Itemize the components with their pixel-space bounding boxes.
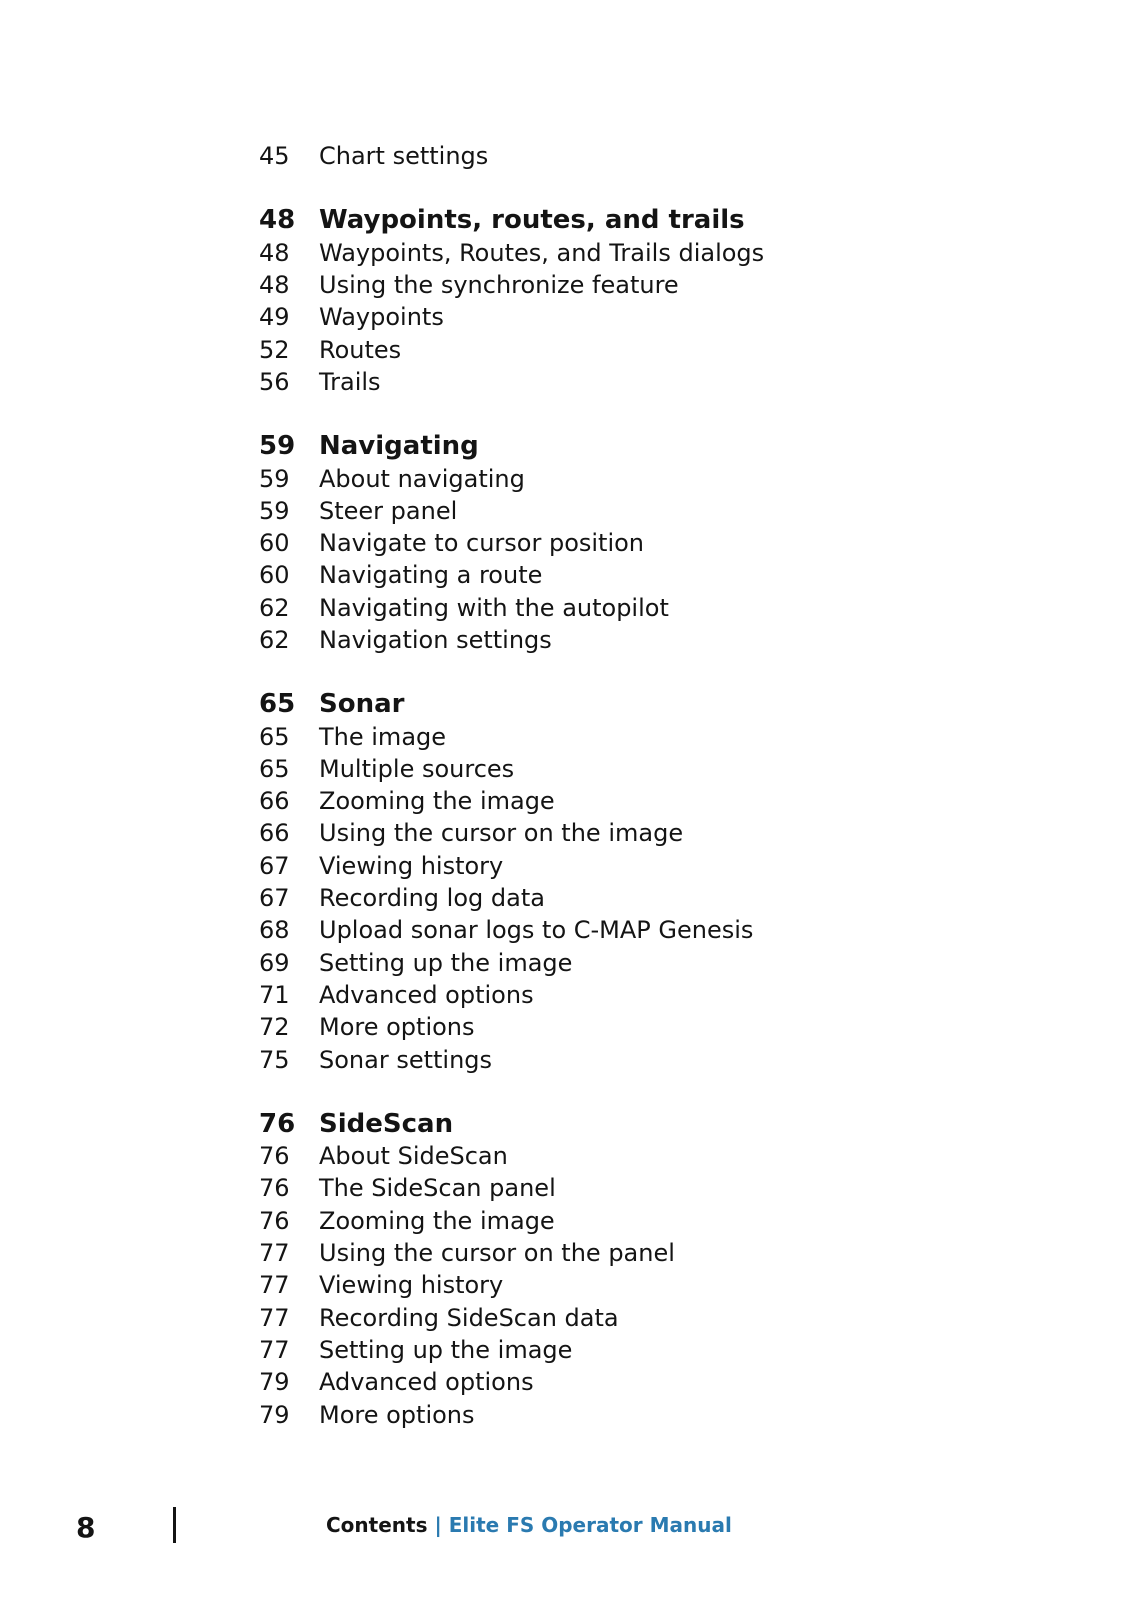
toc-entry[interactable]	[259, 1043, 959, 1075]
toc-entry[interactable]	[259, 1366, 959, 1398]
toc-page-number: 67	[259, 884, 290, 913]
toc-entry-title: SideScan	[319, 1108, 454, 1139]
toc-entry-title: Setting up the image	[319, 948, 573, 977]
toc-entry-title: Zooming the image	[319, 787, 555, 816]
toc-page-number: 45	[259, 142, 290, 171]
toc-entry-title: Navigating a route	[319, 561, 543, 590]
toc-entry[interactable]	[259, 1269, 959, 1301]
toc-page-number: 48	[259, 205, 296, 236]
toc-page-number: 56	[259, 367, 290, 396]
toc-section-heading[interactable]	[259, 688, 959, 720]
toc-page-number: 59	[259, 464, 290, 493]
toc-entry[interactable]	[259, 495, 959, 527]
toc-page-number: 79	[259, 1368, 290, 1397]
toc-section-heading[interactable]	[259, 430, 959, 462]
toc-page-number: 67	[259, 851, 290, 880]
toc-page-number: 49	[259, 303, 290, 332]
toc-entry[interactable]	[259, 914, 959, 946]
toc-entry-title: Navigating with the autopilot	[319, 593, 669, 622]
toc-entry[interactable]	[259, 753, 959, 785]
toc-page-number: 60	[259, 529, 290, 558]
toc-entry[interactable]	[259, 1334, 959, 1366]
toc-entry[interactable]	[259, 140, 959, 172]
toc-page-number: 76	[259, 1108, 296, 1139]
toc-entry-title: Steer panel	[319, 496, 458, 525]
toc-entry-title: Setting up the image	[319, 1335, 573, 1364]
table-of-contents	[259, 140, 959, 1431]
toc-entry-title: The image	[319, 722, 447, 751]
toc-page-number: 71	[259, 980, 290, 1009]
toc-entry[interactable]	[259, 366, 959, 398]
toc-entry[interactable]	[259, 462, 959, 494]
toc-entry-title: Viewing history	[319, 1271, 504, 1300]
toc-entry[interactable]	[259, 1011, 959, 1043]
toc-section-heading[interactable]	[259, 1108, 959, 1140]
toc-entry[interactable]	[259, 1398, 959, 1430]
toc-page-number: 66	[259, 819, 290, 848]
toc-page-number: 65	[259, 754, 290, 783]
toc-entry[interactable]	[259, 333, 959, 365]
toc-page-number: 59	[259, 496, 290, 525]
toc-page-number: 75	[259, 1045, 290, 1074]
toc-entry[interactable]	[259, 269, 959, 301]
footer-manual-title: Elite FS Operator Manual	[448, 1513, 732, 1537]
toc-entry[interactable]	[259, 979, 959, 1011]
toc-page-number: 69	[259, 948, 290, 977]
toc-entry-title: Chart settings	[319, 142, 489, 171]
toc-entry-title: Sonar	[319, 689, 405, 720]
toc-page-number: 65	[259, 722, 290, 751]
toc-entry-title: Zooming the image	[319, 1206, 555, 1235]
footer-title	[326, 1513, 732, 1537]
toc-entry-title: Waypoints, routes, and trails	[319, 205, 745, 236]
toc-entry-title: Using the synchronize feature	[319, 271, 679, 300]
page-number: 8	[76, 1511, 96, 1544]
toc-entry-title: Navigating	[319, 431, 479, 462]
toc-entry[interactable]	[259, 624, 959, 656]
toc-entry[interactable]	[259, 1205, 959, 1237]
toc-entry-title: Using the cursor on the panel	[319, 1239, 675, 1268]
toc-entry[interactable]	[259, 882, 959, 914]
footer-divider	[173, 1507, 176, 1543]
toc-entry[interactable]	[259, 1172, 959, 1204]
toc-page-number: 48	[259, 271, 290, 300]
toc-entry[interactable]	[259, 301, 959, 333]
toc-entry-title: Navigation settings	[319, 626, 552, 654]
toc-section-heading[interactable]	[259, 204, 959, 236]
toc-entry[interactable]	[259, 592, 959, 624]
toc-page-number: 48	[259, 238, 290, 267]
toc-entry-title: More options	[319, 1400, 475, 1429]
toc-entry[interactable]	[259, 1237, 959, 1269]
toc-page-number: 77	[259, 1239, 290, 1268]
toc-page-number: 76	[259, 1142, 290, 1171]
toc-entry-title: About navigating	[319, 464, 525, 493]
toc-entry[interactable]	[259, 785, 959, 817]
toc-entry[interactable]	[259, 817, 959, 849]
footer-section: Contents	[326, 1513, 428, 1537]
toc-entry-title: Advanced options	[319, 1368, 534, 1397]
toc-page-number: 59	[259, 431, 296, 462]
toc-entry-title: Upload sonar logs to C-MAP Genesis	[319, 916, 754, 945]
toc-page-number: 76	[259, 1174, 290, 1203]
toc-entry[interactable]	[259, 1302, 959, 1334]
footer-separator: |	[434, 1513, 442, 1537]
toc-entry-title: Recording log data	[319, 884, 545, 913]
toc-entry[interactable]	[259, 850, 959, 882]
toc-entry[interactable]	[259, 947, 959, 979]
toc-entry-title: The SideScan panel	[319, 1174, 556, 1203]
toc-page-number: 62	[259, 593, 290, 622]
toc-page-number: 77	[259, 1271, 290, 1300]
page-footer	[0, 1505, 1128, 1555]
toc-entry[interactable]	[259, 720, 959, 752]
toc-page-number: 65	[259, 689, 296, 720]
toc-page-number: 77	[259, 1335, 290, 1364]
toc-entry-title: Recording SideScan data	[319, 1303, 619, 1332]
toc-entry-title: Advanced options	[319, 980, 534, 1009]
toc-entry-title: Viewing history	[319, 851, 504, 880]
toc-entry-title: Using the cursor on the image	[319, 819, 684, 848]
toc-page-number: 79	[259, 1400, 290, 1429]
toc-page-number: 77	[259, 1303, 290, 1332]
toc-entry-title: Trails	[319, 367, 381, 396]
toc-entry-title: Routes	[319, 335, 402, 364]
toc-entry[interactable]	[259, 237, 959, 269]
toc-entry-title: Waypoints, Routes, and Trails dialogs	[319, 238, 765, 267]
toc-entry-title: Waypoints	[319, 303, 444, 332]
toc-entry-title: Sonar settings	[319, 1045, 493, 1074]
toc-page-number: 62	[259, 626, 290, 654]
toc-page-number: 60	[259, 561, 290, 590]
toc-entry-title: More options	[319, 1013, 475, 1042]
toc-entry[interactable]	[259, 1140, 959, 1172]
toc-entry-title: Navigate to cursor position	[319, 529, 645, 558]
toc-page-number: 68	[259, 916, 290, 945]
toc-entry[interactable]	[259, 559, 959, 591]
toc-entry-title: About SideScan	[319, 1142, 508, 1171]
toc-page-number: 72	[259, 1013, 290, 1042]
toc-page-number: 66	[259, 787, 290, 816]
toc-page-number: 52	[259, 335, 290, 364]
toc-page-number: 76	[259, 1206, 290, 1235]
toc-entry-title: Multiple sources	[319, 754, 515, 783]
toc-entry[interactable]	[259, 527, 959, 559]
